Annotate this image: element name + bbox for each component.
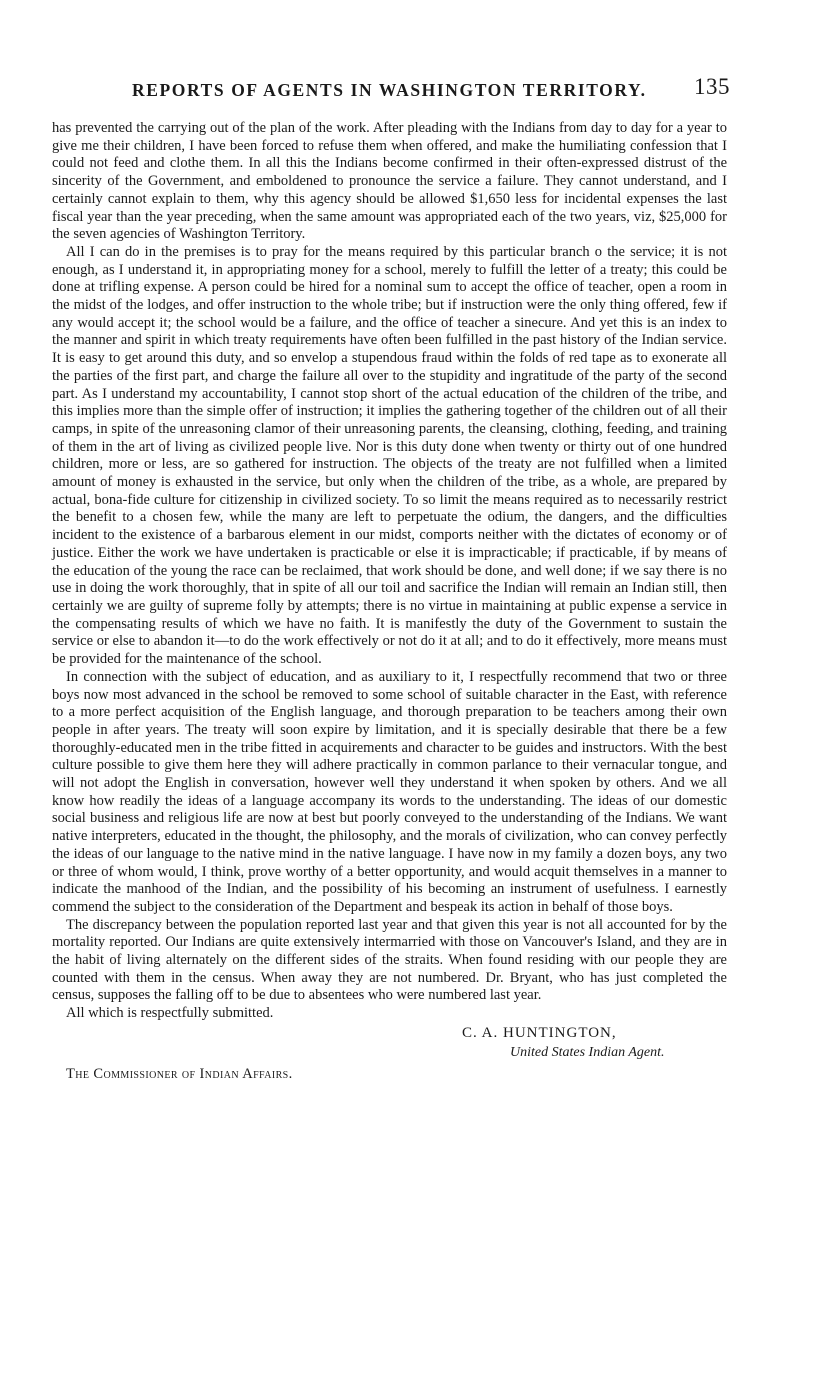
page-number: 135 <box>694 74 730 99</box>
paragraph: In connection with the subject of education, and as auxiliary to it, I respectfully recommend that two or three boys now most advanced in the school be removed to some school of suitable character in the East, with reference to a more perfect acquisition of the English language, and thorough preparation to be teachers among their own people in after years. The treaty will soon expire by limitation, and it is specially desirable that there be a few thoroughly-educated men in the tribe fitted in acquirements and character to be guides and instructors. With the best culture possible to give them here they will adhere practically in common parlance to their vernacular tongue, and will not adopt the English in conversation, however well they understand it when spoken by others. And we all know how readily the ideas of a language accompany its words to the understanding. The ideas of our domestic social business and religious life are now at best but poorly conveyed to the understanding of the Indians. We want native interpreters, educated in the thought, the philosophy, and the morals of civilization, who can convey perfectly the ideas of our language to the native mind in the native language. I have now in my family a dozen boys, any two or three of whom would, I think, prove worthy of a better opportunity, and would acquit themselves in a manner to indicate the manhood of the Indian, and the possibility of his becoming an instrument of usefulness. I earnestly commend the subject to the consideration of the Department and bespeak its action in behalf of those boys. <box>52 668 727 915</box>
signatory-name: C. A. HUNTINGTON, <box>462 1024 617 1041</box>
signature-block <box>52 1025 727 1065</box>
paragraph-continued: has prevented the carrying out of the plan of the work. After pleading with the Indians from day to day for a year to give me their children, I have been forced to refuse them when offered, and make the humiliating confession that I could not feed and clothe them. In all this the Indians become confirmed in their often-expressed distrust of the sincerity of the Government, and emboldened to pronounce the service a failure. They cannot understand, and I certainly cannot explain to them, why this agency should be allowed $1,650 less for incidental expenses the last fiscal year than the year preceding, when the same amount was appropriated each of the two years, viz, $25,000 for the seven agencies of Washington Territory. <box>52 120 727 243</box>
report-body <box>52 120 727 1084</box>
running-header <box>110 76 730 104</box>
signatory-title: United States Indian Agent. <box>510 1044 665 1060</box>
addressee: The Commissioner of Indian Affairs. <box>66 1065 293 1082</box>
running-title: REPORTS OF AGENTS IN WASHINGTON TERRITORY. <box>132 80 647 100</box>
paragraph: The discrepancy between the population reported last year and that given this year is not all accounted for by the mortality reported. Our Indians are quite extensively intermarried with those on Vancouver's Island, and they are in the habit of living alternately on the different sides of the straits. When found residing with our people they are counted with them in the census. When away they are not numbered. Dr. Bryant, who has just completed the census, supposes the falling off to be due to absentees who were numbered last year. <box>52 916 727 1004</box>
closing-line: All which is respectfully submitted. <box>66 1005 274 1022</box>
paragraph: All I can do in the premises is to pray for the means required by this particular branch o the service; it is not enough, as I understand it, in appropriating money for a school, merely to fulfill the letter of a treaty; this could be done at trifling expense. A person could be hired for a nominal sum to accept the office of teacher, open a room in the midst of the lodges, and offer instruction to the whole tribe; but if instruction were the only thing offered, few if any would accept it; the school would be a failure, and the office of teacher a sinecure. And yet this is an index to the manner and spirit in which treaty requirements have often been fulfilled in the past history of the Indian service. It is easy to get around this duty, and so envelop a stupendous fraud within the folds of red tape as to exonerate all the parties of the first part, and charge the failure all over to the stupidity and ingratitude of the party of the second part. As I understand my accountability, I cannot stop short of the actual education of the children of the tribe, and this implies more than the simple offer of instruction; it implies the gathering together of the children out of all their camps, in spite of the unreasoning clamor of their unreasoning parents, the cleansing, clothing, feeding, and training of them in the art of living as civilized people live. Nor is this duty done when twenty or thirty out of one hundred children, more or less, are so gathered for instruction. The objects of the treaty are not fulfilled when a limited amount of money is exhausted in the service, but only when the children of the tribe, as a whole, are prepared by actual, bona-fide culture for citizenship in civilized society. To so limit the means required as to necessarily restrict the benefit to a chosen few, while the many are left to perpetuate the odium, the dangers, and the difficulties incident to the existence of a barbarous element in our midst, comports neither with the dictates of economy or of justice. Either the work we have undertaken is practicable or else it is impracticable; if practicable, if by means of the education of the young the race can be reclaimed, that work should be done, and well done; if we say there is no use in doing the work thoroughly, that in spite of all our toil and sacrifice the Indian will remain an Indian still, then certainly we are guilty of supreme folly by attempts; there is no virtue in maintaining at public expense a service in the compensating results of which we have no faith. It is manifestly the duty of the Government to sustain the service or else to abandon it—to do the work effectively or not do it at all; and to do it effectively, more means must be provided for the maintenance of the school. <box>52 243 727 668</box>
